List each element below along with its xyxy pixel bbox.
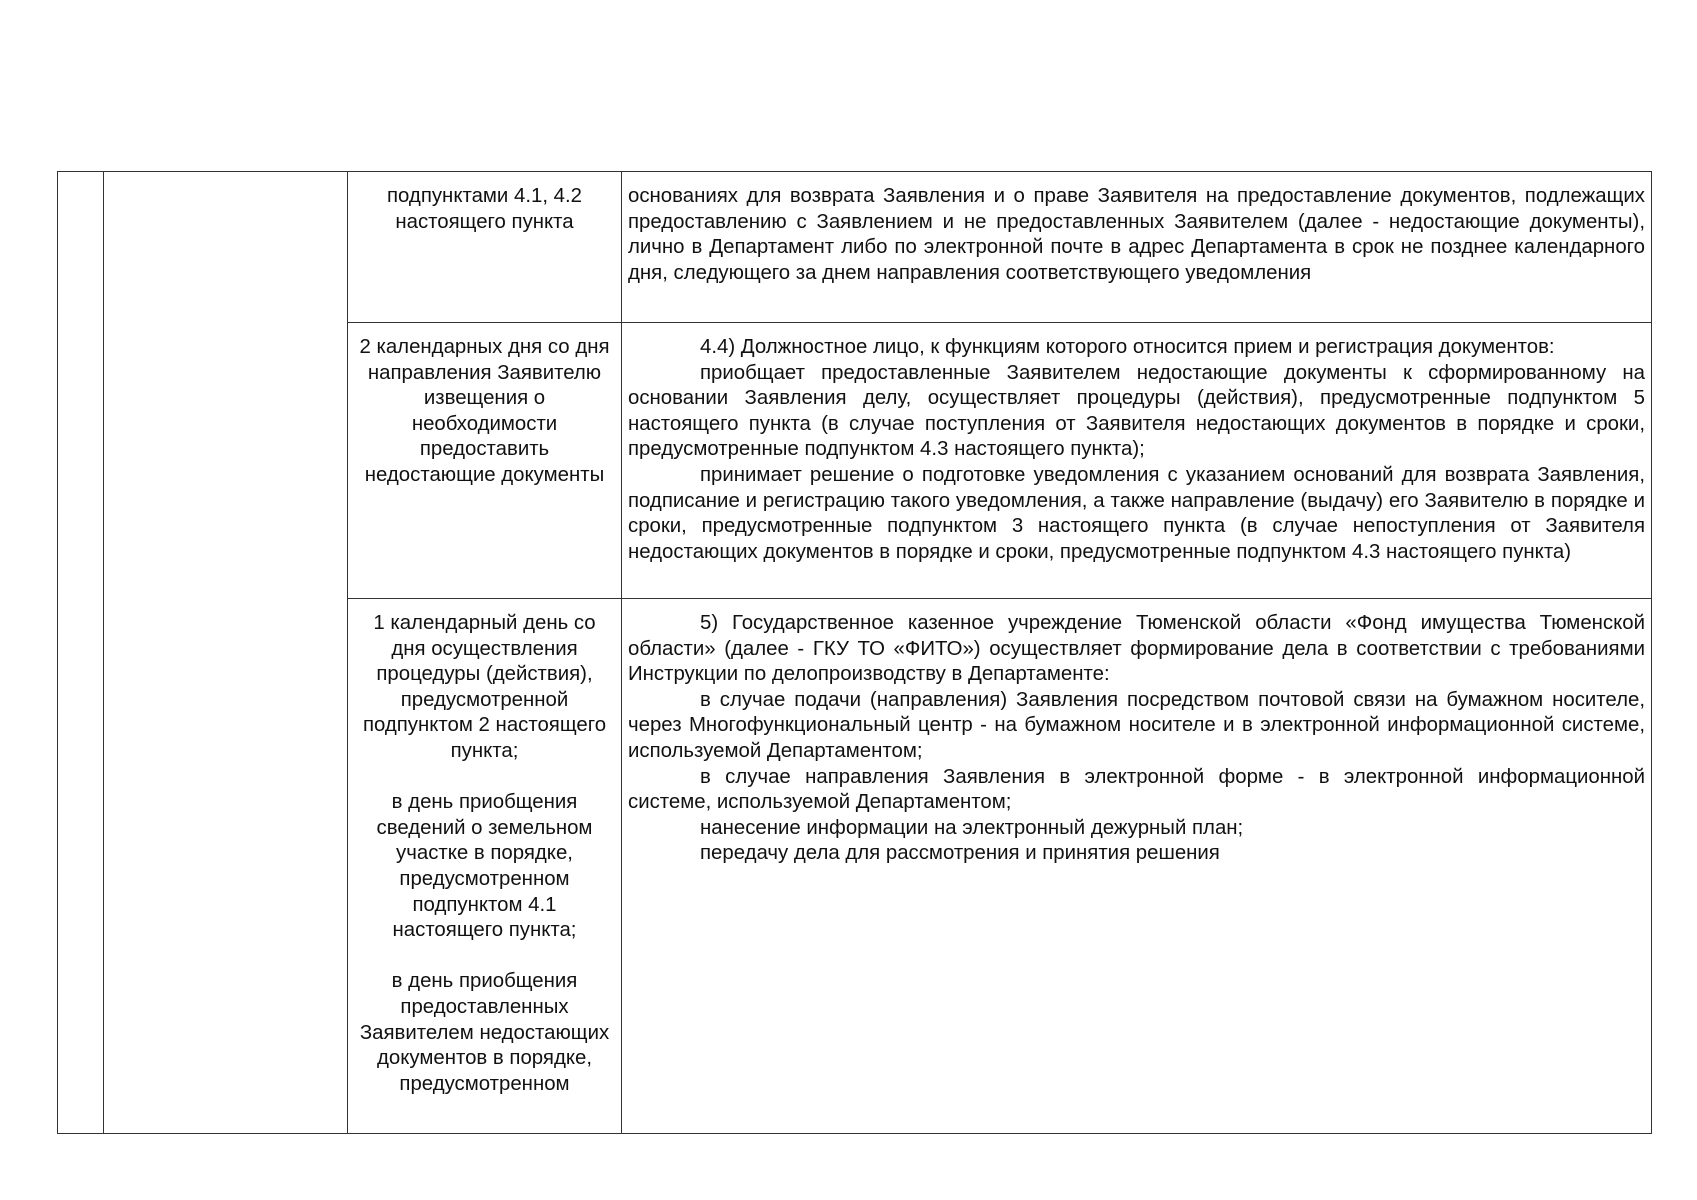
description-paragraph: 4.4) Должностное лицо, к функциям которого относится прием и регистрация документов:	[700, 336, 1555, 358]
description-paragraph: приобщает предоставленные Заявителем недостающие документы к сформированному на основании Заявления делу, осуществляет процедуры (действия), предусмотренные подпунктом 5 настоящего пункта (в случае поступления от Заявителя недостающих документов в порядке и сроки, предусмотренные подпунктом 4.3 настоящего пункта);	[628, 361, 1645, 461]
description-paragraph: передачу дела для рассмотрения и принятия решения	[700, 842, 1220, 865]
timing-text: в день приобщения предоставленных Заявителем недостающих документов в порядке, предусмотренном	[359, 970, 610, 1095]
description-cell	[622, 599, 1652, 1134]
timing-text: в день приобщения сведений о земельном участке в порядке, предусмотренном подпунктом 4.1 настоящего пункта;	[376, 791, 593, 942]
timing-cell	[348, 323, 622, 599]
number-column-cell	[58, 172, 104, 1134]
procedure-name-cell	[104, 172, 348, 1134]
description-paragraph: в случае направления Заявления в электронной форме - в электронной информационной системе, используемой Департаментом;	[628, 765, 1645, 814]
timing-cell	[348, 599, 622, 1134]
description-cell	[622, 172, 1652, 323]
timing-text: подпунктами 4.1, 4.2 настоящего пункта	[386, 185, 583, 233]
description-paragraph: 5) Государственное казенное учреждение Тюменской области «Фонд имущества Тюменской области» (далее - ГКУ ТО «ФИТО») осуществляет формирование дела в соответствии с требованиями Инструкции по делопроизводству в Департаменте:	[628, 612, 1645, 686]
description-cell	[622, 323, 1652, 599]
timing-text: 2 календарных дня со дня направления Заявителю извещения о необходимости предоставить недостающие документы	[359, 336, 610, 486]
timing-text: 1 календарный день со дня осуществления процедуры (действия), предусмотренной подпунктом 2 настоящего пункта;	[362, 612, 607, 762]
description-paragraph: нанесение информации на электронный дежурный план;	[700, 816, 1244, 839]
procedure-table	[57, 171, 1652, 1134]
description-paragraph: принимает решение о подготовке уведомления с указанием оснований для возврата Заявления, подписание и регистрацию такого уведомления, а также направление (выдачу) его Заявителю в порядке и сроки, предусмотренные подпунктом 3 настоящего пункта (в случае непоступления от Заявителя недостающих документов в порядке и сроки, предусмотренные подпунктом 4.3 настоящего пункта)	[628, 463, 1645, 563]
description-paragraph: основаниях для возврата Заявления и о праве Заявителя на предоставление документов, подлежащих предоставлению с Заявлением и не предоставленных Заявителем (далее - недостающие документы), лично в Департамент либо по электронной почте в адрес Департамента в срок не позднее календарного дня, следующего за днем направления соответствующего уведомления	[628, 185, 1645, 284]
description-paragraph: в случае подачи (направления) Заявления посредством почтовой связи на бумажном носителе, через Многофункциональный центр - на бумажном носителе и в электронной информационной системе, используемой Департаментом;	[628, 688, 1645, 762]
timing-cell	[348, 172, 622, 323]
table-row	[58, 172, 1652, 323]
